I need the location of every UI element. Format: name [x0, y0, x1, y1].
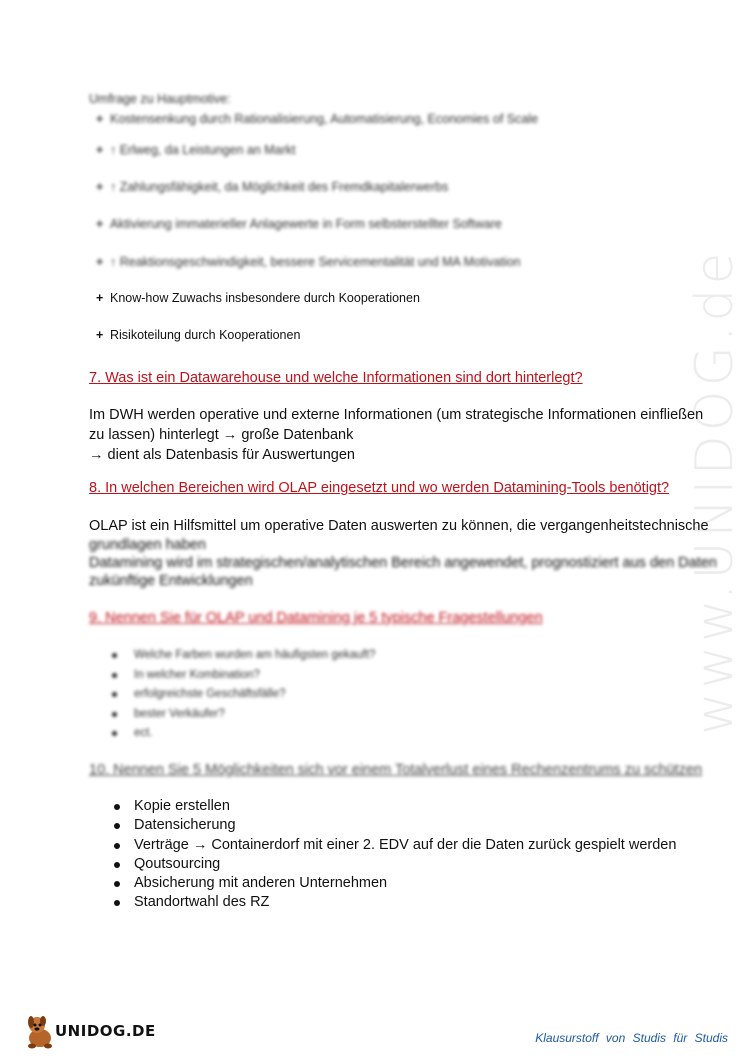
answer-9-list — [134, 646, 375, 744]
answer-7: Im DWH werden operative und externe Informationen (um strategische Informationen einfließen zu lassen) hinterlegt → große Datenbank → dient als Datenbasis für Auswertungen — [89, 407, 704, 463]
survey-heading: Umfrage zu Hauptmotive: — [89, 92, 231, 106]
footer-tagline: Klausurstoff von Studis für Studis — [535, 1031, 728, 1045]
question-10: 10. Nennen Sie 5 Möglichkeiten sich vor einem Totalverlust eines Rechenzentrums zu schützen — [89, 762, 703, 778]
list-item: erfolgreichste Geschäftsfälle? — [134, 685, 375, 705]
survey-item: + Know-how Zuwachs insbesondere durch Kooperationen — [96, 291, 420, 305]
answer-8: OLAP ist ein Hilfsmittel um operative Daten auswerten zu können, die vergangenheitstechnische — [89, 518, 709, 534]
list-item: Qoutsourcing — [134, 855, 676, 874]
answer-10-list — [134, 797, 676, 913]
list-item: Absicherung mit anderen Unternehmen — [134, 874, 676, 893]
list-item: Standortwahl des RZ — [134, 893, 676, 912]
question-8: 8. In welchen Bereichen wird OLAP eingesetzt und wo werden Datamining-Tools benötigt? — [89, 480, 670, 496]
survey-item: + ↑ Reaktionsgeschwindigkeit, bessere Servicementalität und MA Motivation — [96, 255, 521, 269]
survey-item: + Aktivierung immaterieller Anlagewerte in Form selbsterstellter Software — [96, 217, 502, 231]
list-item: Verträge → Containerdorf mit einer 2. EDV auf der die Daten zurück gespielt werden — [134, 836, 676, 855]
list-item: Datensicherung — [134, 816, 676, 835]
list-item: bester Verkäufer? — [134, 705, 375, 725]
question-7: 7. Was ist ein Datawarehouse und welche Informationen sind dort hinterlegt? — [89, 370, 583, 386]
list-item: ect. — [134, 724, 375, 744]
list-item: Welche Farben wurden am häufigsten gekauft? — [134, 646, 375, 666]
survey-item: + Kostensenkung durch Rationalisierung, Automatisierung, Economies of Scale — [96, 112, 539, 126]
logo-text: UNIDOG.DE — [55, 1022, 156, 1040]
list-item: Kopie erstellen — [134, 797, 676, 816]
question-9: 9. Nennen Sie für OLAP und Datamining je 5 typische Fragestellungen — [89, 610, 543, 626]
watermark: www.UNIDOG.de — [685, 248, 745, 735]
unidog-logo — [22, 1012, 156, 1052]
survey-item: + Risikoteilung durch Kooperationen — [96, 328, 301, 342]
answer-8-blurred: grundlagen haben Datamining wird im strategischen/analytischen Bereich angewendet, prognostiziert aus den Daten zukünftige Entwicklungen — [89, 537, 717, 589]
survey-item: + ↑ Erlweg, da Leistungen an Markt — [96, 143, 296, 157]
list-item: In welcher Kombination? — [134, 666, 375, 686]
survey-item: + ↑ Zahlungsfähigkeit, da Möglichkeit des Fremdkapitalerwerbs — [96, 180, 449, 194]
